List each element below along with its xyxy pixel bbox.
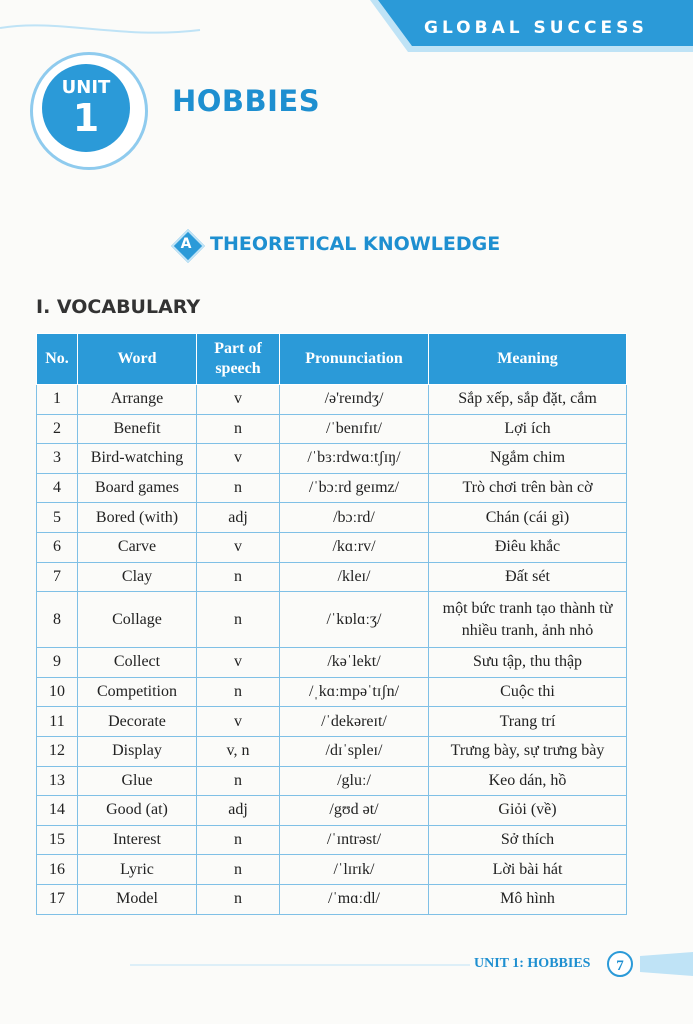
- table-row: [37, 884, 627, 914]
- cell-meaning: Keo dán, hồ: [429, 766, 627, 796]
- cell-meaning: Sắp xếp, sắp đặt, cắm: [429, 385, 627, 415]
- cell-pronunciation: /ˈkɒlɑːʒ/: [280, 592, 429, 648]
- cell-pronunciation: /ˈbɔːrd geɪmz/: [280, 473, 429, 503]
- cell-part-of-speech: v: [197, 385, 280, 415]
- cell-no: 13: [37, 766, 78, 796]
- banner-title: GLOBAL SUCCESS: [424, 18, 648, 38]
- diamond-icon: [172, 230, 200, 258]
- table-row: [37, 473, 627, 503]
- cell-meaning: Trưng bày, sự trưng bày: [429, 736, 627, 766]
- cell-no: 12: [37, 736, 78, 766]
- section-letter: A: [180, 236, 192, 252]
- cell-pronunciation: /ˈmɑːdl/: [280, 884, 429, 914]
- cell-meaning: Lời bài hát: [429, 855, 627, 885]
- cell-part-of-speech: adj: [197, 503, 280, 533]
- cell-word: Competition: [78, 677, 197, 707]
- header-meaning: Meaning: [429, 334, 627, 385]
- cell-word: Bored (with): [78, 503, 197, 533]
- cell-pronunciation: /ˌkɑːmpəˈtɪʃn/: [280, 677, 429, 707]
- cell-part-of-speech: v: [197, 532, 280, 562]
- cell-word: Glue: [78, 766, 197, 796]
- cell-no: 5: [37, 503, 78, 533]
- cell-meaning: Cuộc thi: [429, 677, 627, 707]
- table-row: [37, 444, 627, 474]
- cell-pronunciation: /ˈɪntrəst/: [280, 825, 429, 855]
- cell-pronunciation: /ˈlɪrɪk/: [280, 855, 429, 885]
- section-a-title: THEORETICAL KNOWLEDGE: [210, 233, 501, 255]
- cell-part-of-speech: n: [197, 592, 280, 648]
- table-row: [37, 766, 627, 796]
- cell-pronunciation: /kleɪ/: [280, 562, 429, 592]
- cell-word: Clay: [78, 562, 197, 592]
- table-row: [37, 825, 627, 855]
- table-row: [37, 677, 627, 707]
- cell-part-of-speech: n: [197, 473, 280, 503]
- cell-word: Board games: [78, 473, 197, 503]
- cell-no: 11: [37, 707, 78, 737]
- cell-word: Carve: [78, 532, 197, 562]
- table-header-row: [37, 334, 627, 385]
- cell-no: 8: [37, 592, 78, 648]
- cell-pronunciation: /gluː/: [280, 766, 429, 796]
- table-row: [37, 736, 627, 766]
- cell-no: 4: [37, 473, 78, 503]
- cell-part-of-speech: n: [197, 855, 280, 885]
- cell-word: Interest: [78, 825, 197, 855]
- cell-meaning: Mô hình: [429, 884, 627, 914]
- vocabulary-table: [36, 333, 627, 915]
- cell-no: 9: [37, 648, 78, 678]
- cell-word: Display: [78, 736, 197, 766]
- unit-number: 1: [72, 96, 100, 140]
- cell-no: 1: [37, 385, 78, 415]
- cell-word: Decorate: [78, 707, 197, 737]
- cell-no: 3: [37, 444, 78, 474]
- vocabulary-heading: I. VOCABULARY: [36, 296, 201, 318]
- cell-part-of-speech: n: [197, 825, 280, 855]
- cell-pronunciation: /gʊd ət/: [280, 796, 429, 826]
- cell-part-of-speech: adj: [197, 796, 280, 826]
- cell-no: 6: [37, 532, 78, 562]
- cell-pronunciation: /kəˈlekt/: [280, 648, 429, 678]
- table-row: [37, 707, 627, 737]
- cell-word: Bird-watching: [78, 444, 197, 474]
- header-part-of-speech: Part of speech: [197, 334, 280, 385]
- cell-word: Good (at): [78, 796, 197, 826]
- table-row: [37, 414, 627, 444]
- cell-meaning: Chán (cái gì): [429, 503, 627, 533]
- cell-meaning: Ngắm chim: [429, 444, 627, 474]
- page-number: 7: [607, 951, 633, 977]
- header-no: No.: [37, 334, 78, 385]
- cell-part-of-speech: n: [197, 414, 280, 444]
- cell-part-of-speech: v, n: [197, 736, 280, 766]
- cell-part-of-speech: v: [197, 444, 280, 474]
- table-row: [37, 796, 627, 826]
- cell-no: 16: [37, 855, 78, 885]
- unit-badge: [30, 52, 148, 170]
- unit-title: HOBBIES: [172, 84, 321, 118]
- cell-meaning: Trò chơi trên bàn cờ: [429, 473, 627, 503]
- cell-pronunciation: /ˈbɜːrdwɑːtʃɪŋ/: [280, 444, 429, 474]
- cell-pronunciation: /ˈdekəreɪt/: [280, 707, 429, 737]
- header-word: Word: [78, 334, 197, 385]
- cell-no: 14: [37, 796, 78, 826]
- cell-meaning: Điêu khắc: [429, 532, 627, 562]
- cell-part-of-speech: n: [197, 562, 280, 592]
- cell-meaning: Trang trí: [429, 707, 627, 737]
- cell-part-of-speech: n: [197, 766, 280, 796]
- cell-meaning: một bức tranh tạo thành từ nhiều tranh, ảnh nhỏ: [429, 592, 627, 648]
- cell-pronunciation: /kɑːrv/: [280, 532, 429, 562]
- header-pronunciation: Pronunciation: [280, 334, 429, 385]
- cell-pronunciation: /dɪˈspleɪ/: [280, 736, 429, 766]
- table-row: [37, 503, 627, 533]
- cell-pronunciation: /ə'reɪndʒ/: [280, 385, 429, 415]
- unit-badge-circle: [42, 64, 130, 152]
- cell-pronunciation: /ˈbenɪfɪt/: [280, 414, 429, 444]
- table-row: [37, 592, 627, 648]
- cell-word: Collage: [78, 592, 197, 648]
- table-row: [37, 648, 627, 678]
- cell-word: Model: [78, 884, 197, 914]
- cell-part-of-speech: v: [197, 707, 280, 737]
- table-row: [37, 855, 627, 885]
- cell-word: Benefit: [78, 414, 197, 444]
- cell-no: 15: [37, 825, 78, 855]
- cell-no: 17: [37, 884, 78, 914]
- cell-word: Arrange: [78, 385, 197, 415]
- cell-no: 10: [37, 677, 78, 707]
- cell-word: Collect: [78, 648, 197, 678]
- cell-part-of-speech: v: [197, 648, 280, 678]
- unit-label: UNIT: [61, 77, 111, 98]
- table-row: [37, 532, 627, 562]
- cell-meaning: Đất sét: [429, 562, 627, 592]
- section-a-heading: [172, 230, 500, 258]
- cell-no: 7: [37, 562, 78, 592]
- table-row: [37, 385, 627, 415]
- table-row: [37, 562, 627, 592]
- cell-word: Lyric: [78, 855, 197, 885]
- footer-unit-label: UNIT 1: HOBBIES: [474, 956, 591, 971]
- cell-meaning: Sở thích: [429, 825, 627, 855]
- cell-no: 2: [37, 414, 78, 444]
- cell-pronunciation: /bɔːrd/: [280, 503, 429, 533]
- cell-meaning: Giỏi (về): [429, 796, 627, 826]
- cell-meaning: Lợi ích: [429, 414, 627, 444]
- cell-meaning: Sưu tập, thu thập: [429, 648, 627, 678]
- cell-part-of-speech: n: [197, 884, 280, 914]
- cell-part-of-speech: n: [197, 677, 280, 707]
